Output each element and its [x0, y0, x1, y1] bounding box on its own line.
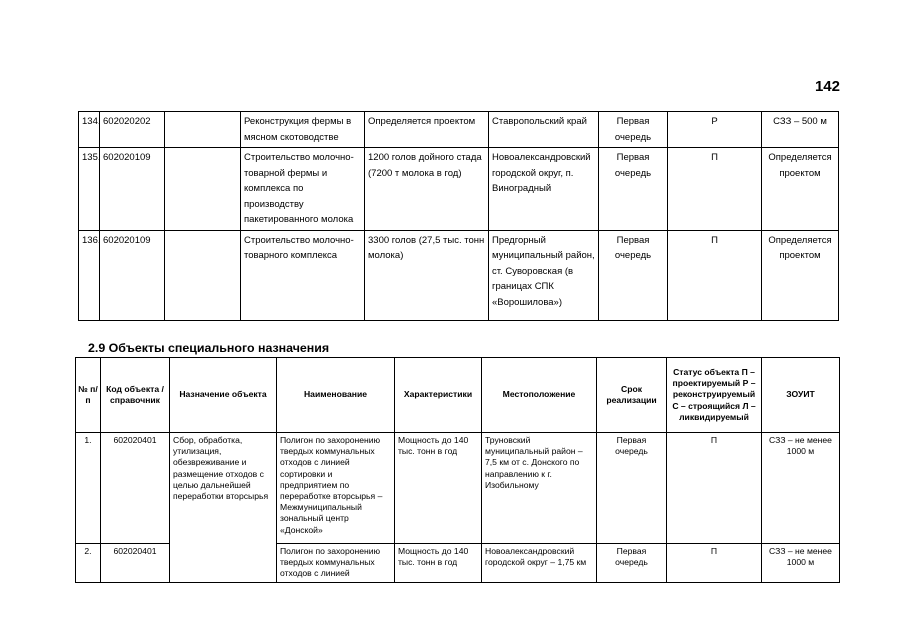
object-location: Новоалександровский городской округ, п. Виноградный	[489, 148, 599, 231]
object-code: 602020202	[100, 112, 165, 148]
restricted-zone: СЗЗ – не менее 1000 м	[762, 544, 840, 583]
object-purpose: Сбор, обработка, утилизация, обезвреживание и размещение отходов с целью дальнейшей переработки вторсырья	[170, 433, 277, 583]
object-code: 602020401	[101, 433, 170, 544]
table-row	[79, 112, 839, 148]
object-purpose: Строительство молочно-товарного комплекса	[241, 230, 365, 320]
object-status: П	[667, 544, 762, 583]
table-agricultural-objects	[78, 111, 839, 321]
object-characteristics: 1200 голов дойного стада (7200 т молока в год)	[365, 148, 489, 231]
table-header-row	[76, 358, 840, 433]
implementation-period: Первая очередь	[597, 544, 667, 583]
object-name: Полигон по захоронению твердых коммунальных отходов с линией	[277, 544, 395, 583]
header-status: Статус объекта П – проектируемый Р – реконструируемый С – строящийся Л – ликвидируемый	[667, 358, 762, 433]
object-location: Труновский муниципальный район – 7,5 км от с. Донского по направлению к г. Изобильному	[482, 433, 597, 544]
object-code: 602020109	[100, 148, 165, 231]
table-row	[79, 230, 839, 320]
section-heading: 2.9 Объекты специального назначения	[88, 341, 330, 355]
header-purpose: Назначение объекта	[170, 358, 277, 433]
implementation-period: Первая очередь	[597, 433, 667, 544]
object-characteristics: Определяется проектом	[365, 112, 489, 148]
row-number: 134.	[79, 112, 100, 148]
object-name: Полигон по захоронению твердых коммунальных отходов с линией сортировки и предприятием по переработке вторсырья – Межмуниципальный зональный центр «Донской»	[277, 433, 395, 544]
object-characteristics: Мощность до 140 тыс. тонн в год	[395, 433, 482, 544]
header-name: Наименование	[277, 358, 395, 433]
table-row	[76, 433, 840, 544]
table-special-purpose-objects	[75, 357, 840, 583]
header-zone: ЗОУИТ	[762, 358, 840, 433]
object-location: Ставропольский край	[489, 112, 599, 148]
header-characteristics: Характеристики	[395, 358, 482, 433]
restricted-zone: СЗЗ – не менее 1000 м	[762, 433, 840, 544]
implementation-period: Первая очередь	[599, 112, 668, 148]
object-purpose: Строительство молочно-товарной фермы и комплекса по производству пакетированного молока	[241, 148, 365, 231]
row-number: 136.	[79, 230, 100, 320]
restricted-zone: Определяется проектом	[762, 148, 839, 231]
object-location: Предгорный муниципальный район, ст. Суворовская (в границах СПК «Ворошилова»)	[489, 230, 599, 320]
row-number: 1.	[76, 433, 101, 544]
row-number: 135.	[79, 148, 100, 231]
empty-cell	[165, 230, 241, 320]
object-status: П	[667, 433, 762, 544]
object-purpose: Реконструкция фермы в мясном скотоводстве	[241, 112, 365, 148]
header-period: Срок реализации	[597, 358, 667, 433]
header-location: Местоположение	[482, 358, 597, 433]
object-characteristics: 3300 голов (27,5 тыс. тонн молока)	[365, 230, 489, 320]
empty-cell	[165, 112, 241, 148]
page-number: 142	[814, 78, 840, 95]
row-number: 2.	[76, 544, 101, 583]
object-code: 602020401	[101, 544, 170, 583]
object-status: П	[668, 230, 762, 320]
object-location: Новоалександровский городской округ – 1,75 км	[482, 544, 597, 583]
object-status: П	[668, 148, 762, 231]
restricted-zone: СЗЗ – 500 м	[762, 112, 839, 148]
restricted-zone: Определяется проектом	[762, 230, 839, 320]
table-row	[79, 148, 839, 231]
object-characteristics: Мощность до 140 тыс. тонн в год	[395, 544, 482, 583]
empty-cell	[165, 148, 241, 231]
object-code: 602020109	[100, 230, 165, 320]
header-code: Код объекта / справочник	[101, 358, 170, 433]
header-number: № п/п	[76, 358, 101, 433]
object-status: Р	[668, 112, 762, 148]
implementation-period: Первая очередь	[599, 230, 668, 320]
implementation-period: Первая очередь	[599, 148, 668, 231]
